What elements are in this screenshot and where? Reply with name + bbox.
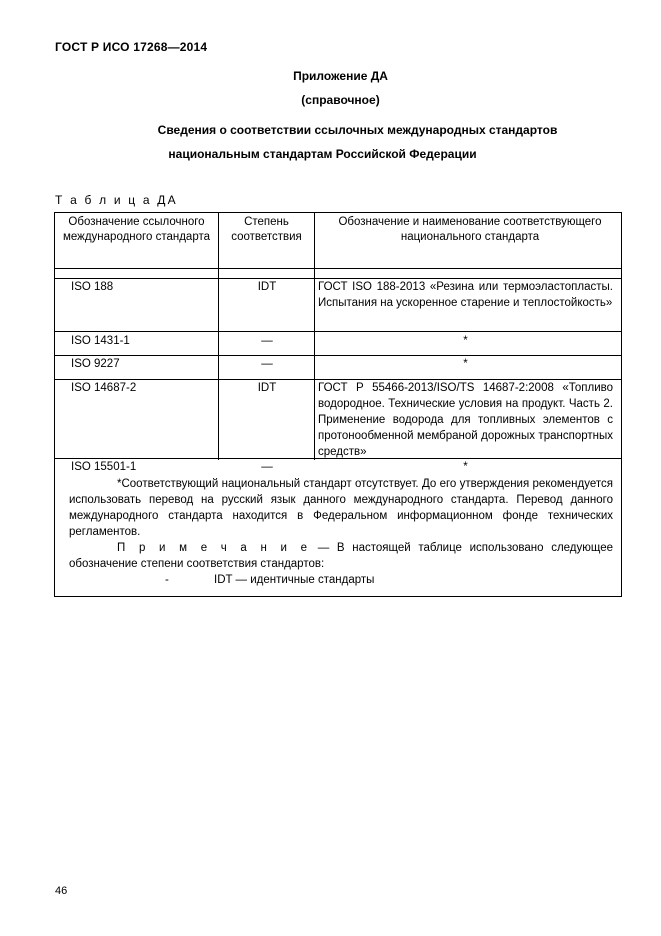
header-cell-degree: Степень соответствия [231, 216, 302, 243]
cell-national: * [463, 461, 468, 473]
header-cell-standard: Обозначение ссылочного международного стандарта [62, 216, 211, 243]
cell-standard: ISO 9227 [71, 358, 120, 370]
cell-national: ГОСТ Р 55466-2013/ISO/TS 14687-2:2008 «Топливо водородное. Технические условия на продукт. Часть 2. Применение водорода для топливных элементов с протонообменной мембраной дорожных транспортных средств» [318, 382, 613, 458]
cell-national: * [463, 335, 468, 347]
table-label: Т а б л и ц а ДА [55, 193, 178, 207]
document-header: ГОСТ Р ИСО 17268—2014 [55, 40, 208, 54]
appendix-title: Приложение ДА [293, 69, 388, 83]
note-text: — В настоящей таблице использовано следующее обозначение степени соответствия стандартов: [69, 542, 614, 570]
appendix-heading-line2: национальным стандартам Российской Федерации [168, 147, 477, 161]
column-divider [314, 213, 315, 460]
footnote-text: *Соответствующий национальный стандарт отсутствует. До его утверждения рекомендуется использовать перевод на русский язык данного международного стандарта. Перевод данного международного стандарта находится в Федеральном информационном фонде технических регламентов. [69, 478, 613, 538]
page-number: 46 [55, 885, 68, 897]
note-label: П р и м е ч а н и е [117, 542, 311, 554]
cell-standard: ISO 14687-2 [71, 382, 137, 394]
cell-degree: — [261, 335, 273, 347]
header-cell-national: Обозначение и наименование соответствующего национального стандарта [338, 216, 602, 243]
table-footnote-block [69, 476, 613, 588]
cell-national: * [463, 358, 468, 370]
column-divider [218, 213, 219, 460]
cell-degree: — [261, 358, 273, 370]
row-divider [55, 268, 621, 269]
legend-item: IDT — идентичные стандарты [214, 574, 375, 586]
cell-standard: ISO 1431-1 [71, 335, 130, 347]
legend-bullet: - [165, 574, 169, 586]
appendix-subtitle: (справочное) [301, 93, 380, 107]
cell-standard: ISO 15501-1 [71, 461, 137, 473]
cell-degree: — [261, 461, 273, 473]
row-divider [55, 331, 621, 332]
legend-line [69, 572, 613, 588]
note-paragraph [69, 540, 613, 572]
cell-national: ГОСТ ISO 188-2013 «Резина или термоэластопласты. Испытания на ускоренное старение и теплостойкость» [318, 281, 613, 309]
cell-degree: IDT [257, 281, 277, 293]
cell-standard: ISO 188 [71, 281, 114, 293]
cell-degree: IDT [257, 382, 277, 394]
appendix-heading-line1: Сведения о соответствии ссылочных международных стандартов [157, 123, 558, 137]
correspondence-table [54, 212, 622, 597]
